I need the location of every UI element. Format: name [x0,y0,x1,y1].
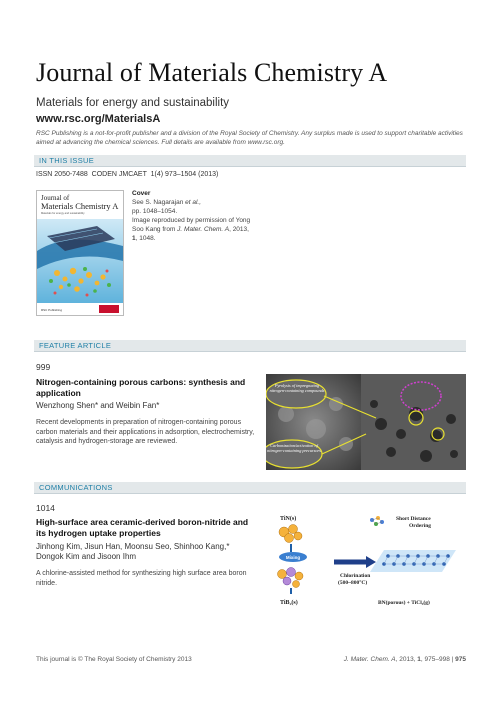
cover-image [36,190,124,316]
communications-heading: COMMUNICATIONS [34,482,466,494]
comm-graphic-short-distance-label: Short Distance [396,516,431,522]
issn-line: ISSN 2050-7488 CODEN JMCAET 1(4) 973–1504 (2013) [36,171,219,178]
feature-graphic-label-top: Pyrolysis of impregnating nitrogen-containing compounds [269,383,325,393]
cover-image-tagline: Materials for energy and sustainability [41,212,85,215]
cover-journal-abbr: J. Mater. Chem. A [177,226,230,233]
comm-graphic-chlorination-label: Chlorination [340,573,371,579]
feature-graphic-label-bottom: Carbonization/activation of nitrogen-containing precursors [267,443,321,453]
footer-citation [344,656,466,663]
footer-copyright: This journal is © The Royal Society of Chemistry 2013 [36,656,192,663]
feature-article-graphic [266,374,466,470]
feature-article-authors: Wenzhong Shen* and Weibin Fan* [36,401,160,410]
feature-article-heading: FEATURE ARTICLE [34,340,466,352]
cover-image-title-line1: Journal of [41,194,70,202]
communications-description: A chlorine-assisted method for synthesizing high surface area boron nitride. [36,570,247,587]
footer-journal-abbr: J. Mater. Chem. A [343,656,396,663]
communications-page-number: 1014 [36,503,55,513]
comm-graphic-ordering-label: Ordering [409,523,431,529]
communications-graphic [266,510,466,610]
cover-credit: Image reproduced by permission of Yong Soo Kang from [132,217,251,233]
comm-graphic-mixing-label: Mixing [285,555,301,560]
cover-caption [132,189,252,243]
rsc-publishing-note: RSC Publishing is a not-for-profit publisher and a division of the Royal Society of Chemistry. Any surplus made is used to support charitable activities aimed at advancing the chemical sciences. Full details are available from www.rsc.org. [36,130,463,146]
cover-image-publisher: RSC Publishing [41,308,63,312]
cover-volume: 1 [132,235,136,242]
cover-citation-tail: , 2013, [229,226,249,233]
journal-url-link[interactable]: www.rsc.org/MaterialsA [36,113,161,125]
footer-year: , 2013, [395,656,418,663]
in-this-issue-heading: IN THIS ISSUE [34,155,466,167]
comm-graphic-temperature-label: (500~800°C) [338,580,368,586]
comm-graphic-tin-label: TiN(s) [280,516,297,522]
comm-graphic-product-label: BN(porous) + TiCl₄(g) [378,600,430,606]
cover-pages: pp. 1048–1054. [132,208,178,215]
communications-authors: Jinhong Kim, Jisun Han, Moonsu Seo, Shinhoo Kang,* Dongok Kim and Jisoon Ihm [36,542,230,561]
cover-et-al: et al., [185,199,202,206]
footer-volume: 1 [417,656,421,663]
journal-subtitle: Materials for energy and sustainability [36,97,230,109]
cover-image-title-line2: Materials Chemistry A [41,201,119,211]
cover-see-authors: See S. Nagarajan [132,199,186,206]
footer-page-number: 975 [455,656,466,663]
comm-graphic-tib2-label: TiB₂(s) [280,600,298,606]
footer-pages: , 975–998 | [420,656,456,663]
journal-title: Journal of Materials Chemistry A [36,58,388,87]
feature-article-description: Recent developments in preparation of nitrogen-containing porous carbon materials and their applications in adsorption, electrochemistry, catalysis and hydrogen-storage are reviewed. [36,419,255,445]
feature-article-title[interactable]: Nitrogen-containing porous carbons: synthesis and application [36,377,246,398]
cover-label: Cover [132,190,151,197]
feature-article-page-number: 999 [36,362,51,372]
cover-page: , 1048. [135,235,156,242]
communications-title[interactable]: High-surface area ceramic-derived boron-nitride and its hydrogen uptake properties [36,517,249,538]
